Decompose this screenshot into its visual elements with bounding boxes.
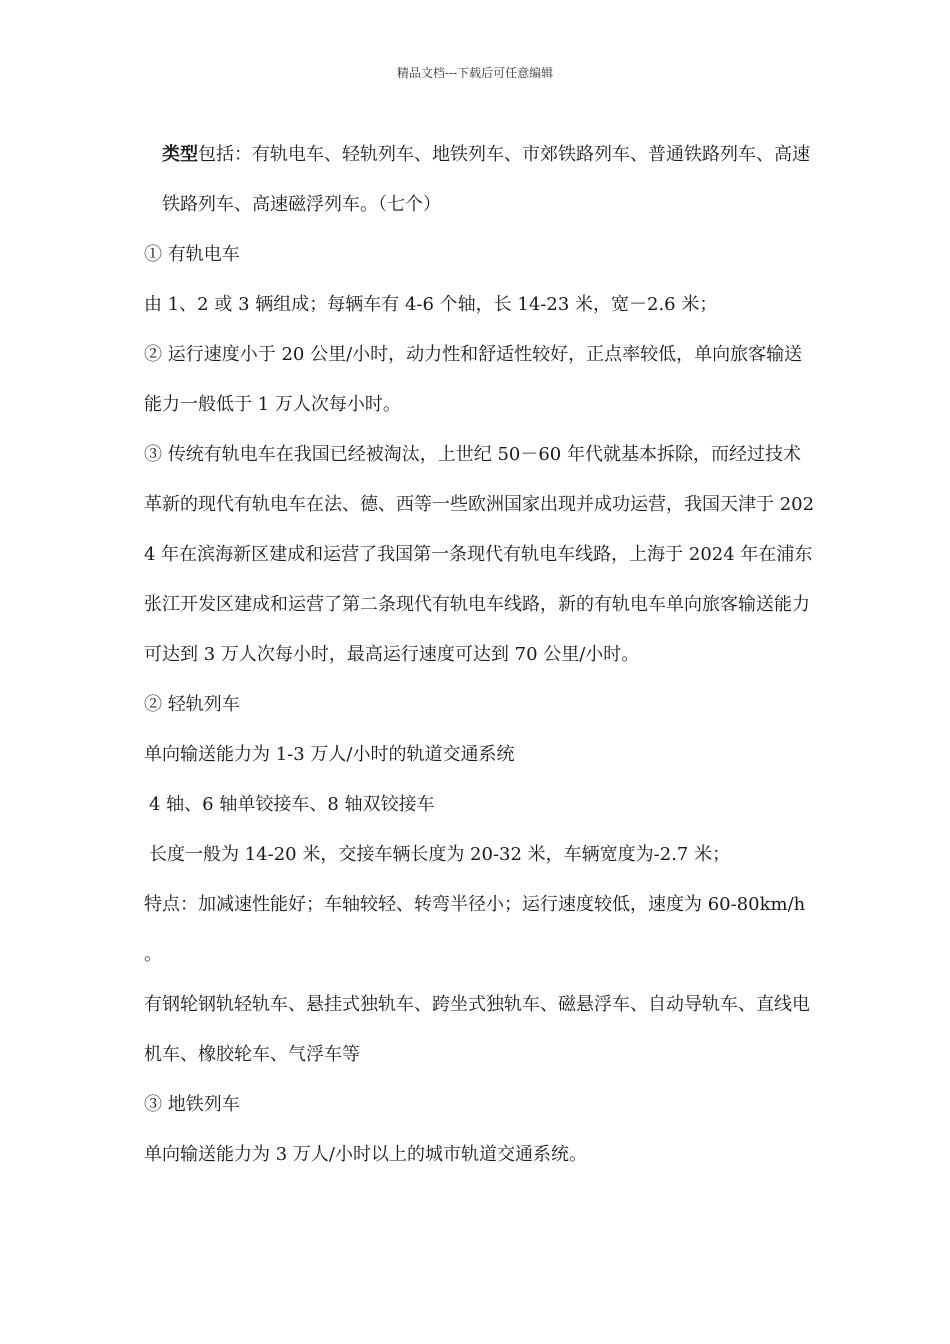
paragraph-types-text: 包括：有轨电车、轻轨列车、地铁列车、市郊铁路列车、普通铁路列车、高速铁路列车、高速磁浮列车。（七个） [162, 144, 810, 215]
heading-light-rail: ② 轻轨列车 [144, 694, 240, 715]
paragraph-tram-speed: ② 运行速度小于 20 公里/小时，动力性和舒适性较好，正点率较低，单向旅客输送能力一般低于 1 万人次每小时。 [144, 344, 803, 415]
paragraph-metro-capacity: 单向输送能力为 3 万人/小时以上的城市轨道交通系统。 [144, 1144, 587, 1165]
paragraph-tram-history: ③ 传统有轨电车在我国已经被淘汰，上世纪 50－60 年代就基本拆除，而经过技术革新的现代有轨电车在法、德、西等一些欧洲国家出现并成功运营，我国天津于 2024 年在滨海新区建成和运营了我国第一条现代有轨电车线路，上海于 2024 年在浦东张江开发区建成和运营了第二条现代有轨电车线路，新的有轨电车单向旅客输送能力可达到 3 万人次每小时，最高运行速度可达到 70 公里/小时。 [144, 444, 815, 665]
paragraph-light-rail-features: 特点：加减速性能好；车轴较轻、转弯半径小；运行速度较低，速度为 60-80km/h 。 [144, 894, 806, 965]
heading-tram: ① 有轨电车 [144, 244, 240, 265]
paragraph-light-rail-capacity: 单向输送能力为 1-3 万人/小时的轨道交通系统 [144, 744, 515, 765]
paragraph-light-rail-types: 有钢轮钢轨轻轨车、悬挂式独轨车、跨坐式独轨车、磁悬浮车、自动导轨车、直线电机车、橡胶轮车、气浮车等 [144, 994, 810, 1065]
document-body [144, 130, 816, 1180]
page-header: 精品文档---下载后可任意编辑 [396, 66, 554, 80]
paragraph-types [144, 130, 816, 230]
paragraph-tram-composition: 由 1、2 或 3 辆组成；每辆车有 4-6 个轴，长 14-23 米，宽－2.6 米； [144, 294, 718, 315]
paragraph-light-rail-length: 长度一般为 14-20 米，交接车辆长度为 20-32 米，车辆宽度为-2.7 米； [149, 844, 731, 865]
paragraph-types-bold-term: 类型 [162, 144, 198, 165]
paragraph-light-rail-axles: 4 轴、6 轴单铰接车、8 轴双铰接车 [149, 794, 435, 815]
heading-metro: ③ 地铁列车 [144, 1094, 240, 1115]
